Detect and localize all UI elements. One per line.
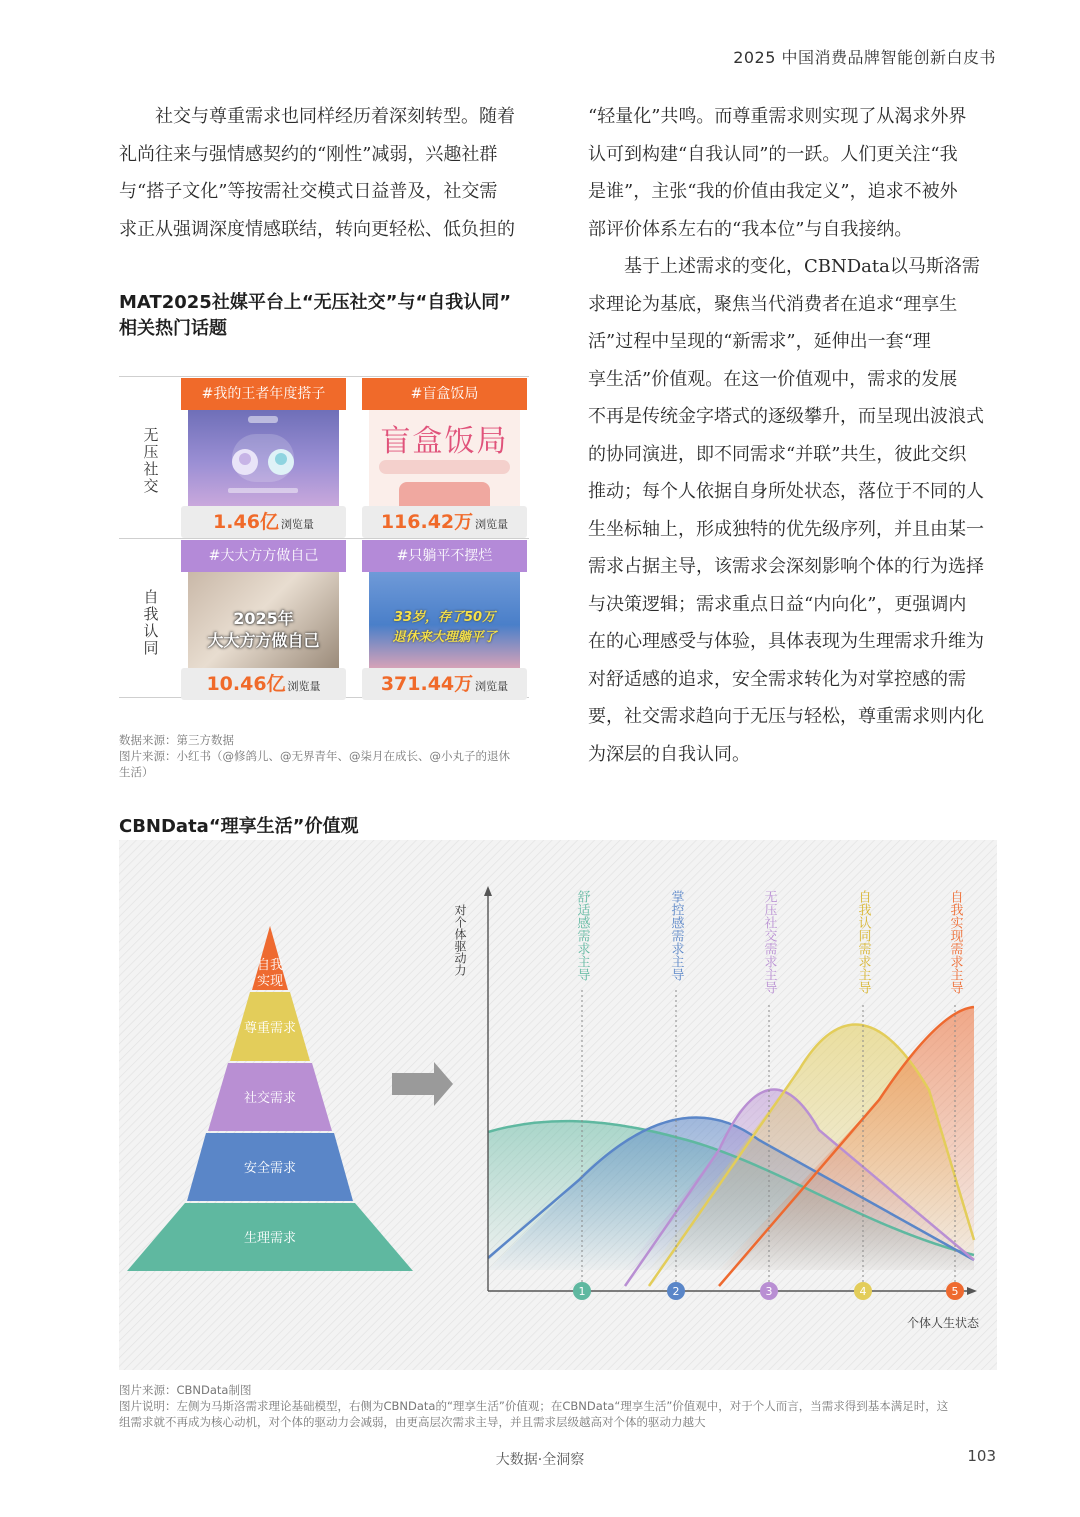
topic-hashtag: #只躺平不摆烂 (362, 540, 527, 572)
stage-number: 4 (859, 1285, 867, 1298)
curve-label-social: 无压社交需求主导 (761, 890, 777, 994)
image-caption: 33岁，存了50万 (393, 610, 496, 625)
topic-hashtag: #大大方方做自己 (181, 540, 346, 572)
curve-label-control: 掌控感需求主导 (668, 890, 684, 981)
topic-image (188, 410, 339, 506)
row-label-stress-free-social: 无压社交 (143, 426, 159, 495)
right-line: 需求占据主导，该需求会深刻影响个体的行为选择 (588, 556, 984, 577)
topic-metric (362, 668, 527, 700)
left-line: 求正从强调深度情感联结，转向更轻松、低负担的 (119, 218, 515, 240)
topic-metric (362, 506, 527, 538)
image-caption: 退休来大理躺平了 (392, 630, 497, 645)
image-caption: 2025年 (233, 609, 294, 628)
pyramid-label: 安全需求 (243, 1161, 297, 1176)
topic-card[interactable] (181, 540, 346, 700)
topic-image (369, 572, 520, 668)
right-line: 活”过程中呈现的“新需求”，延伸出一套“理 (588, 331, 931, 352)
views-unit: 浏览量 (287, 680, 321, 693)
image-source: 图片来源：小红书（@修鸽儿、@无界青年、@柒月在成长、@小丸子的退休 (119, 749, 510, 763)
pyramid-label: 社交需求 (243, 1091, 297, 1106)
chart-source: 图片来源：CBNData制图 (119, 1383, 252, 1397)
left-paragraph (119, 98, 529, 248)
views-value: 116.42万 (380, 511, 474, 533)
topics-title-line: 相关热门话题 (119, 318, 227, 339)
right-line: 要，社交需求趋向于无压与轻松，尊重需求则内化 (588, 706, 984, 727)
topic-card[interactable] (362, 540, 527, 700)
value-chart-panel (119, 840, 997, 1370)
image-caption: 大大方方做自己 (207, 631, 320, 650)
left-line: 与“搭子文化”等按需社交模式日益普及，社交需 (119, 181, 498, 202)
image-decoration (399, 482, 490, 506)
left-line: 社交与尊重需求也同样经历着深刻转型。随着 (155, 106, 515, 127)
row-divider (119, 538, 529, 539)
right-line: 为深层的自我认同。 (588, 743, 750, 765)
right-line: 与决策逻辑；需求重点日益“内向化”，更强调内 (588, 593, 967, 615)
value-chart-svg (119, 840, 997, 1370)
topic-image (369, 410, 520, 506)
image-decoration (379, 460, 510, 474)
pyramid-label: 自我 (256, 958, 284, 973)
curve-label-identity: 自我认同需求主导 (855, 890, 871, 994)
pyramid-label: 尊重需求 (243, 1021, 297, 1036)
topic-hashtag: #我的王者年度搭子 (181, 378, 346, 410)
views-unit: 浏览量 (475, 518, 509, 531)
stage-number: 3 (765, 1285, 773, 1298)
views-unit: 浏览量 (475, 680, 509, 693)
value-chart-title: CBNData“理享生活”价值观 (119, 816, 359, 837)
right-line: 是谁”，主张“我的价值由我定义”，追求不被外 (588, 181, 958, 202)
image-caption: 盲盒饭局 (380, 424, 509, 459)
topics-grid (119, 376, 529, 698)
right-line: 生坐标轴上，形成独特的优先级序列，并且由某一 (588, 518, 984, 540)
page-header-title: 2025 中国消费品牌智能创新白皮书 (733, 48, 996, 67)
views-value: 10.46亿 (206, 673, 286, 695)
topic-hashtag: #盲盒饭局 (362, 378, 527, 410)
x-axis-label: 个体人生状态 (906, 1316, 979, 1330)
y-axis-label: 对个体驱动力 (453, 904, 467, 976)
right-line: 不再是传统金字塔式的逐级攀升，而呈现出波浪式 (588, 406, 984, 427)
curve-label-actualization: 自我实现需求主导 (947, 890, 963, 994)
topic-card[interactable] (181, 378, 346, 538)
stage-number: 2 (672, 1285, 680, 1298)
right-line: 对舒适感的追求，安全需求转化为对掌控感的需 (588, 668, 966, 690)
right-line: “轻量化”共鸣。而尊重需求则实现了从渴求外界 (588, 106, 967, 127)
views-value: 371.44万 (380, 673, 474, 695)
topic-metric (181, 668, 346, 700)
page-number: 103 (967, 1447, 996, 1465)
image-source: 生活） (119, 765, 154, 779)
topic-metric (181, 506, 346, 538)
data-source: 数据来源：第三方数据 (119, 733, 234, 747)
right-line: 享生活”价值观。在这一价值观中，需求的发展 (588, 368, 958, 390)
stage-number: 1 (578, 1285, 586, 1298)
right-line: 部评价体系左右的“我本位”与自我接纳。 (588, 218, 913, 240)
topics-source-note (119, 732, 539, 780)
pyramid-label: 生理需求 (243, 1231, 297, 1246)
left-line: 礼尚往来与强情感契约的“刚性”减弱，兴趣社群 (119, 143, 498, 165)
chart-description: 图片说明：左侧为马斯洛需求理论基础模型，右侧为CBNData的“理享生活”价值观；在CBNData“理享生活”价值观中，对于个人而言，当需求得到基本满足时，这 (119, 1399, 949, 1413)
right-line: 推动；每个人依据自身所处状态，落位于不同的人 (588, 481, 984, 502)
topic-image (188, 572, 339, 668)
views-unit: 浏览量 (280, 518, 314, 531)
topic-card[interactable] (362, 378, 527, 538)
right-line: 求理论为基底，聚焦当代消费者在追求“理享生 (588, 293, 958, 315)
right-paragraphs (588, 98, 998, 773)
right-line: 在的心理感受与体验，具体表现为生理需求升维为 (588, 631, 984, 652)
stage-number: 5 (951, 1285, 959, 1298)
pyramid-label: 实现 (256, 974, 284, 989)
chart-description: 组需求就不再成为核心动机，对个体的驱动力会减弱，由更高层次需求主导，并且需求层级越高对个体的驱动力越大 (119, 1415, 706, 1429)
views-value: 1.46亿 (213, 511, 279, 533)
topics-section-title (119, 290, 511, 342)
chart-notes (119, 1382, 999, 1430)
right-line: 认可到构建“自我认同”的一跃。人们更关注“我 (588, 143, 958, 165)
topics-title-line: MAT2025社媒平台上“无压社交”与“自我认同” (119, 292, 512, 313)
footer-slogan: 大数据·全洞察 (495, 1452, 585, 1468)
row-label-self-identity: 自我认同 (143, 588, 159, 657)
curve-label-comfort: 舒适感需求主导 (574, 890, 590, 981)
right-line: 的协同演进，即不同需求“并联”共生，彼此交织 (588, 443, 967, 465)
right-line: 基于上述需求的变化，CBNData以马斯洛需 (624, 256, 980, 277)
